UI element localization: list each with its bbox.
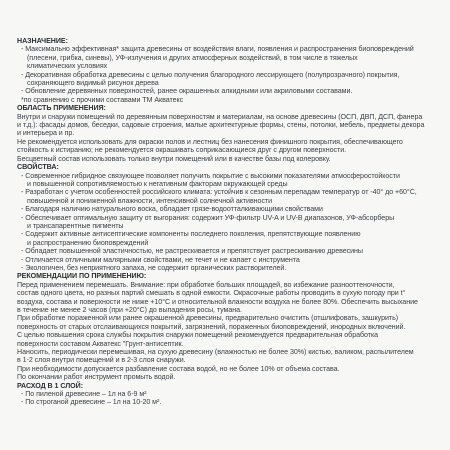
text-line: При обработке пораженной или ранее окрашенной древесины, предварительно очистить (отшлифовать, зашкурить) <box>17 314 399 323</box>
section-heading: ОБЛАСТЬ ПРИМЕНЕНИЯ: <box>17 104 106 113</box>
text-line: поверхности составом Акватекс "Грунт-антисептик. <box>17 339 184 348</box>
text-line: (плесени, грибка, синевы), УФ-излучения и других атмосферных воздействий, в том числе в тяжелых <box>27 53 358 62</box>
text-line: поверхность от старых отслаивающихся покрытий, загрязнений, пораженных биоповреждений, инородных включений. <box>17 322 406 331</box>
text-line: *по сравнению с прочими составами ТМ Акватекс <box>21 95 184 104</box>
text-line: При необходимости допускается разбавление состава водой, но не более 10% от объема состава. <box>17 364 340 373</box>
text-line: и повышенной сопротивляемостью к негативным факторам окружающей среды <box>27 179 288 188</box>
text-line: стойкость к истиранию; не рекомендуется окрашивать соприкасающиеся друг с другом поверхности. <box>17 146 347 155</box>
text-line: в течение не менее 2 часов (при +20°С) до выпадения росы, тумана. <box>17 306 242 314</box>
text-line: - Обновление деревянных поверхностей, ранее окрашенных алкидными или акриловыми составами. <box>21 87 353 96</box>
text-line: воздуха, состава и поверхности не ниже +10°С и относительной влажности воздуха не более 80%. Обеспечить высыхание <box>17 297 418 306</box>
document-body <box>17 37 444 407</box>
text-line: Наносить, периодически перемешивая, на сухую древесину (влажностью не более 30%) кистью, валиком, распылителем <box>17 348 414 357</box>
text-line: - Обладает повышенной эластичностью, не растрескивается и препятствует растрескиванию древесины <box>21 247 363 256</box>
text-line: По окончании работ инструмент промыть водой. <box>17 373 176 382</box>
text-line: климатических условиях <box>27 62 108 71</box>
text-line: повышенной и пониженной влажности, интенсивной солнечной активности <box>27 196 273 205</box>
text-line: - Отличается отличными малярными свойствами, не течет и не капает с инструмента <box>21 255 300 264</box>
section-heading: СВОЙСТВА: <box>17 163 59 172</box>
text-line: и распространению биоповреждений <box>27 238 149 247</box>
text-line: - Современное гибридное связующее позволяет получить покрытие с высокими показателями атмосферостойкости <box>21 171 400 180</box>
text-line: и т.д.): фасады домов, беседки, садовые строения, малые архитектурные формы, стены, потолки, мебель, предметы декора <box>17 121 425 130</box>
text-line: - Декоративная обработка древесины с целью получения благородного лессирующего (полупрозрачного) покрытия, <box>21 70 400 79</box>
text-line: Не рекомендуется использовать для окраски полов и лестниц без нанесения финишного покрытия, обеспечивающего <box>17 137 403 146</box>
text-line: С целью повышения срока службы покрытия снаружи помещений рекомендуется предварительная обработка <box>17 331 379 340</box>
section-heading: НАЗНАЧЕНИЕ: <box>17 37 68 45</box>
text-line: - Обеспечивает оптимальную защиту от выгорания: содержит УФ-фильтр UV-A и UV-B диапазонов, УФ-абсорберы <box>21 213 395 222</box>
text-line: - Максимально эффективная* защита древесины от воздействия влаги, появления и распространения биоповреждений <box>21 45 414 54</box>
text-line: сохраняющего видимый рисунок дерева <box>27 79 159 88</box>
text-line: Внутри и снаружи помещений по деревянным поверхностям и материалам, на основе древесины (ОСП, ДВП, ДСП, фанера <box>17 112 423 121</box>
text-line: - Разработан с учетом особенностей российского климата: устойчив к сезонным перепадам температур от -40° до +60°С, <box>21 188 417 197</box>
text-line: Перед применением перемешать. Внимание: при обработке больших площадей, во избежание разнооттеночности, <box>17 280 395 289</box>
text-line: - По строганой древесине – 1л на 10-20 м². <box>21 398 162 407</box>
text-line: Бесцветный состав использовать только внутри помещений или в качестве базы под колеровку. <box>17 154 331 163</box>
section-heading: РЕКОМЕНДАЦИИ ПО ПРИМЕНЕНИЮ: <box>17 272 147 281</box>
text-line: - Содержит активные антисептические компоненты последнего поколения, препятствующие появлению <box>21 230 361 239</box>
section-heading: РАСХОД В 1 СЛОЙ: <box>17 381 84 390</box>
text-line: и интерьера и пр. <box>17 129 75 138</box>
text-line: - Экологичен, без неприятного запаха, не содержит органических растворителей. <box>21 263 287 272</box>
text-line: - Благодаря наличию натурального воска, обладает грязе-водоотталкивающими свойствами <box>21 205 323 214</box>
text-line: и трансапарентные пигменты <box>27 221 124 230</box>
text-line: состав одного цвета, но разных партий смешать в одной емкости. Окрасочные работы проводить в сухую погоду при t° <box>17 289 406 298</box>
text-line: - По пиленой древесине – 1л на 6-9 м² <box>21 390 147 399</box>
text-line: в 1-2 слоя внутри помещений и в 2-3 слоя снаружи. <box>17 356 186 365</box>
